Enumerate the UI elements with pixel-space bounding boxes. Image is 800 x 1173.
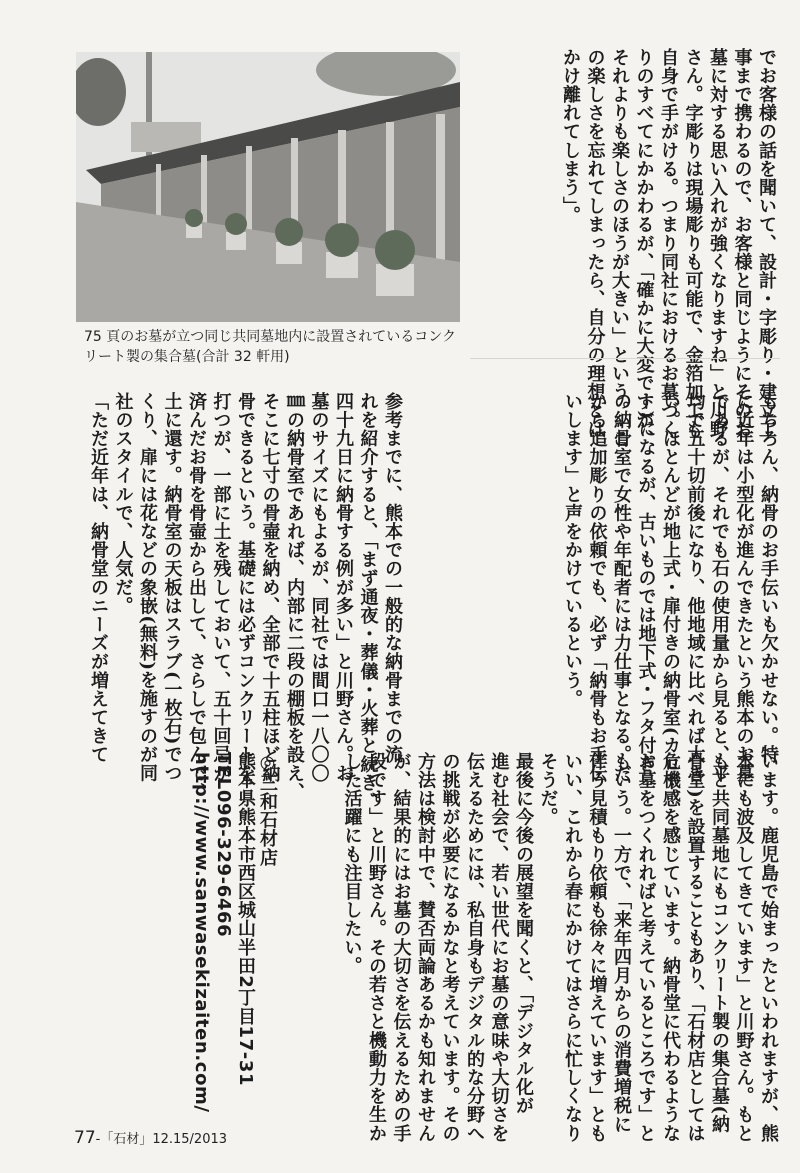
page-number: 77	[74, 1128, 96, 1148]
photo-caption: 75 頁のお墓が立つ同じ共同墓地内に設置されているコンクリート製の集合墓(合計 32 軒用)	[84, 329, 456, 365]
concrete-ossuary-image	[76, 52, 460, 322]
page-footer	[74, 1128, 227, 1148]
article-column-bottom-right: もちろん、納骨のお手伝いも欠かせない。特 に近年は小型化が進んできたという熊本のお墓 であるが、それでも石の使用量から見ると、平 均で五十切前後になり、他地域に比べれば大き い。ほとんどが地上式・扉付きの納骨室(カロー ト)になるが、古いものでは地下式・フタ付き の納骨室で女性や年配者には力仕事となる。だ から追加彫りの依頼でも、必ず「納骨もお手伝 いします」と声をかけているという。	[562, 392, 779, 792]
article-column-top: でお客様の話を聞いて、設計・字彫り・建立工 事まで携わるので、お客様と同じようにそのお 墓に対する思い入れが強くなりますね」と川野 さん。字彫りは現場彫りも可能で、金箔加工も 自身で手がける。つまり同社におけるお墓づく りのすべてにかかわるが、「確かに大変ですが、 それよりも楽しさのほうが大きい」という。「こ の楽しさを忘れてしまったら、自分の理想とは かけ離れてしまう」。	[560, 48, 777, 449]
company-info: ◎三和石材店 熊本県熊本市西区城山半田2丁目17-31 TEL096-329-6466 http://www.sanwasekizaiten.com/	[191, 752, 278, 1113]
grave-photo	[76, 52, 460, 322]
article-column-lower: います。鹿児島で始まったといわれますが、熊 本にも波及してきています」と川野さん。もと もと共同墓地にもコンクリート製の集合墓(納 骨堂)を設置することもあり、「石材店としては 危機感を感じています。納骨堂に代わるような お墓をつくれればと考えているところです」と もいう。一方で、「来年四月からの消費増税に 伴う見積もり依頼も徐々に増えています」とも いい、これから春にかけてはさらに忙しくなり そうだ。 最後に今後の展望を聞くと、「デジタル化が 進む社会で、若い世代にお墓の意味や大切さを 伝えるためには、私自身もデジタル的な分野へ の挑戦が必要になるかなと考えています。その 方法は検討中で、賛否両論あるかも知れません が、結果的にはお墓の大切さを伝えるための手 段です」と川野さん。その若さと機動力を生か した活躍にも注目したい。	[341, 752, 779, 1143]
magazine-issue: -「石材」12.15/2013	[95, 1132, 228, 1147]
divider	[470, 358, 780, 379]
article-column-bottom-left: 参考までに、熊本での一般的な納骨までの流 れを紹介すると、「まず通夜・葬儀・火葬と続き、 四十九日に納骨する例が多い」と川野さん。お 墓のサイズにもよるが、同社では間口一八〇〇 ㎜の納骨室であれば、内部に二段の棚板を設え、 そこに七寸の骨壷を納め、全部で十五柱ほど納 骨できるという。基礎には必ずコンクリートを 打つが、一部に土を残しておいて、五十回忌が 済んだお骨を骨壷から出して、さらしで包んで、 土に還す。納骨室の天板はスラブ(一枚石)でつ くり、扉には花などの象嵌(無料)を施すのが同 社のスタイルで、人気だ。 「ただ近年は、納骨堂のニーズが増えてきて	[88, 392, 403, 811]
